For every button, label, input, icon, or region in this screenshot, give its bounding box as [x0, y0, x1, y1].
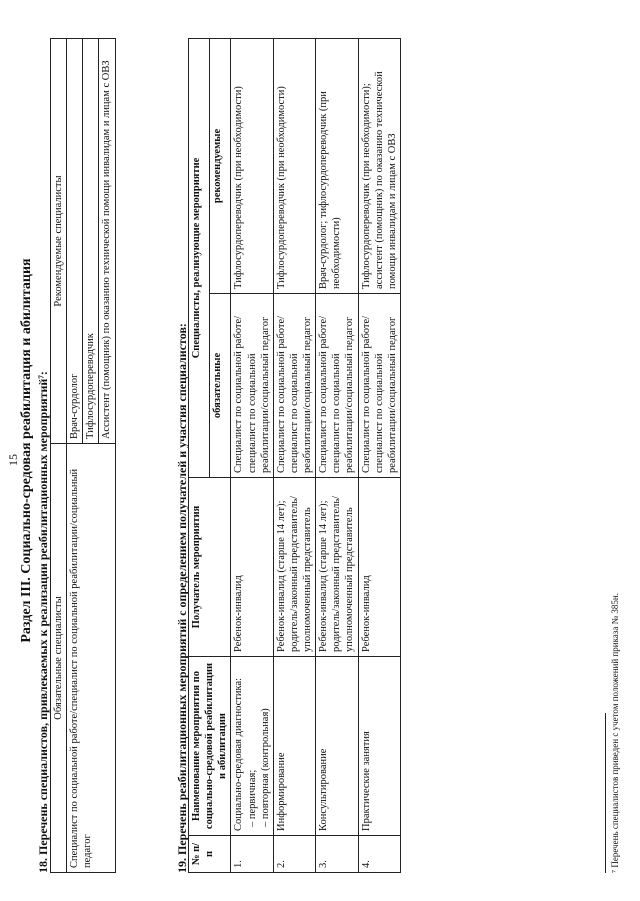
header-required-specialists: Обязательные специалисты	[51, 444, 67, 873]
row-required: Специалист по социальной работе/специалист по социальной реабилитации/социальный педагог	[358, 294, 400, 478]
row-activity: Консультирование	[316, 657, 358, 836]
activity-name: Социально-средовая диагностика:	[233, 677, 245, 831]
row-required: Специалист по социальной работе/специалист по социальной реабилитации/социальный педагог	[273, 294, 315, 478]
header-required: обязательные	[210, 294, 231, 478]
table-row	[316, 39, 358, 873]
activity-subitem: – первичная;	[246, 769, 258, 827]
row-num: 3.	[316, 836, 358, 873]
row-activity: Практические занятия	[358, 657, 400, 836]
header-specialists: Специалисты, реализующие мероприятие	[189, 39, 210, 478]
row-recipient: Ребенок-инвалид (старше 14 лет); родитель/законный представитель/уполномоченный представитель	[273, 478, 315, 657]
row-recipient: Ребенок-инвалид	[358, 478, 400, 657]
row-recipient: Ребенок-инвалид (старше 14 лет); родитель/законный представитель/уполномоченный представитель	[316, 478, 358, 657]
header-activity-name: Наименование мероприятия по социально-средовой реабилитации и абилитации	[189, 657, 231, 836]
table-row	[273, 39, 315, 873]
row-recommended: Врач-сурдолог; тифлосурдопереводчик (при необходимости)	[316, 39, 358, 294]
row-recommended: Тифлосурдопереводчик (при необходимости)	[231, 39, 273, 294]
row-num: 2.	[273, 836, 315, 873]
required-specialists-cell: Специалист по социальной работе/специалист по социальной реабилитации/социальный педагог	[67, 444, 115, 873]
recommended-specialist-1: Врач-сурдолог	[67, 39, 83, 444]
table-row	[358, 39, 400, 873]
header-num: № п/п	[189, 836, 231, 873]
header-recommended: рекомендуемые	[210, 39, 231, 294]
row-activity: Информирование	[273, 657, 315, 836]
row-required: Специалист по социальной работе/специалист по социальной реабилитации/социальный педагог	[231, 294, 273, 478]
table-row	[231, 39, 273, 873]
row-recommended: Тифлосурдопереводчик (при необходимости)	[273, 39, 315, 294]
activity-subitem: – повторная (контрольная)	[259, 708, 271, 827]
recommended-specialist-2: Тифлосурдопереводчик	[83, 39, 99, 444]
row-required: Специалист по социальной работе/специалист по социальной реабилитации/социальный педагог	[316, 294, 358, 478]
section-title: Раздел III. Социально-средовая реабилитация и абилитация	[19, 258, 34, 643]
specialists-table	[50, 38, 116, 873]
page-number: 15	[6, 454, 20, 466]
recommended-specialist-3: Ассистент (помощник) по оказанию технической помощи инвалидам и лицам с ОВЗ	[99, 39, 115, 444]
section-19-heading: 19. Перечень реабилитационных мероприятий с определением получателей и участия специалистов:	[175, 323, 189, 873]
row-recommended: Тифлосурдопереводчик (при необходимости); ассистент (помощник) по оказанию технической помощи инвалидам и лицам с ОВЗ	[358, 39, 400, 294]
header-recommended-specialists: Рекомендуемые специалисты	[51, 39, 67, 444]
section-18-heading: 18. Перечень специалистов, привлекаемых к реализации реабилитационных мероприятий⁷:	[36, 371, 50, 873]
footnote-divider	[605, 713, 606, 873]
row-recipient: Ребенок-инвалид	[231, 478, 273, 657]
footnote: ⁷ Перечень специалистов приведен с учетом положений приказа № 385н.	[610, 593, 620, 873]
row-num: 1.	[231, 836, 273, 873]
row-num: 4.	[358, 836, 400, 873]
row-activity	[231, 657, 273, 836]
header-recipient: Получатель мероприятия	[189, 478, 231, 657]
activities-table	[188, 38, 401, 873]
